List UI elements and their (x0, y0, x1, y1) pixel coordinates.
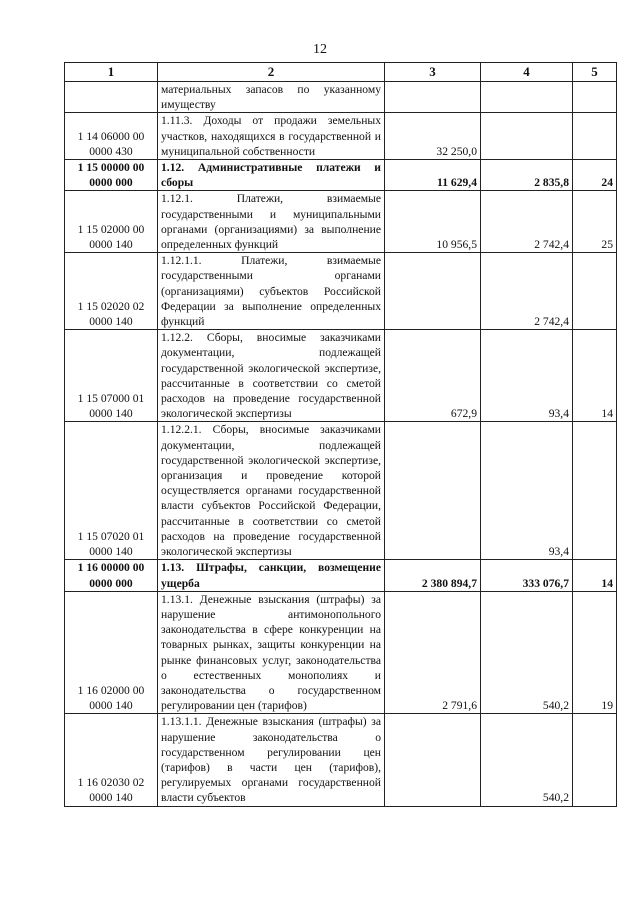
value-col-4-cell: 2 742,4 (481, 191, 573, 253)
budget-code-cell: 1 15 07020 01 0000 140 (65, 422, 158, 560)
percent-cell: 14 (573, 560, 617, 591)
item-name-cell: 1.12.1. Платежи, взимаемые государственными и муниципальными органами (организациями) за выполнение определенных функций (158, 191, 385, 253)
item-name-cell: 1.13.1. Денежные взыскания (штрафы) за нарушение антимонопольного законодательства в сфере конкуренции на товарных рынках, защиты конкуренции на рынке финансовых услуг, законодательства о естественных монополиях и законодательства о государственном регулировании цен (тарифов) (158, 591, 385, 714)
budget-code-cell: 1 15 07000 01 0000 140 (65, 330, 158, 422)
budget-code-cell: 1 14 06000 00 0000 430 (65, 113, 158, 160)
item-name-cell: 1.11.3. Доходы от продажи земельных участков, находящихся в государственной и муниципальной собственности (158, 113, 385, 160)
percent-cell (573, 113, 617, 160)
table-row (65, 560, 617, 591)
table-row (65, 160, 617, 191)
value-col-4-cell: 2 742,4 (481, 253, 573, 330)
value-col-4-cell: 333 076,7 (481, 560, 573, 591)
budget-code-cell: 1 16 02000 00 0000 140 (65, 591, 158, 714)
header-col-4: 4 (481, 63, 573, 82)
item-name-cell: 1.12.2.1. Сборы, вносимые заказчиками документации, подлежащей государственной экологической экспертизе, организация и проведение которой осуществляется органами государственной власти субъектов Российской Федерации, рассчитанные в соответствии со сметой расходов на проведение государственной экологической экспертизы (158, 422, 385, 560)
value-col-3-cell: 2 380 894,7 (385, 560, 481, 591)
header-col-2: 2 (158, 63, 385, 82)
percent-cell (573, 422, 617, 560)
item-name-cell: 1.13. Штрафы, санкции, возмещение ущерба (158, 560, 385, 591)
revenue-table (64, 62, 617, 807)
table-row (65, 422, 617, 560)
value-col-3-cell (385, 253, 481, 330)
value-col-3-cell (385, 714, 481, 806)
header-col-1: 1 (65, 63, 158, 82)
budget-code-cell: 1 15 02000 00 0000 140 (65, 191, 158, 253)
percent-cell (573, 82, 617, 113)
percent-cell: 19 (573, 591, 617, 714)
value-col-4-cell: 540,2 (481, 591, 573, 714)
header-row (65, 63, 617, 82)
budget-code-cell: 1 16 00000 00 0000 000 (65, 560, 158, 591)
table-row (65, 113, 617, 160)
table-row (65, 253, 617, 330)
table-row (65, 591, 617, 714)
value-col-3-cell (385, 422, 481, 560)
value-col-4-cell (481, 82, 573, 113)
item-name-cell: 1.12.2. Сборы, вносимые заказчиками документации, подлежащей государственной экологической экспертизе, рассчитанные в соответствии со сметой расходов на проведение государственной экологической экспертизы (158, 330, 385, 422)
percent-cell (573, 253, 617, 330)
value-col-4-cell: 540,2 (481, 714, 573, 806)
item-name-cell: материальных запасов по указанному имуществу (158, 82, 385, 113)
value-col-3-cell (385, 82, 481, 113)
table-row (65, 191, 617, 253)
value-col-4-cell (481, 113, 573, 160)
value-col-3-cell: 32 250,0 (385, 113, 481, 160)
item-name-cell: 1.13.1.1. Денежные взыскания (штрафы) за нарушение законодательства о государственном регулировании цен (тарифов) в части цен (тарифов), регулируемых органами государственной власти субъектов (158, 714, 385, 806)
percent-cell: 14 (573, 330, 617, 422)
table-row (65, 330, 617, 422)
percent-cell (573, 714, 617, 806)
budget-code-cell (65, 82, 158, 113)
value-col-4-cell: 2 835,8 (481, 160, 573, 191)
value-col-4-cell: 93,4 (481, 422, 573, 560)
value-col-3-cell: 672,9 (385, 330, 481, 422)
item-name-cell: 1.12. Административные платежи и сборы (158, 160, 385, 191)
percent-cell: 24 (573, 160, 617, 191)
budget-code-cell: 1 16 02030 02 0000 140 (65, 714, 158, 806)
item-name-cell: 1.12.1.1. Платежи, взимаемые государственными органами (организациями) субъектов Российской Федерации за выполнение определенных функций (158, 253, 385, 330)
page-number: 12 (313, 42, 327, 57)
value-col-3-cell: 11 629,4 (385, 160, 481, 191)
header-col-3: 3 (385, 63, 481, 82)
percent-cell: 25 (573, 191, 617, 253)
value-col-3-cell: 2 791,6 (385, 591, 481, 714)
table-row (65, 82, 617, 113)
table-row (65, 714, 617, 806)
budget-code-cell: 1 15 00000 00 0000 000 (65, 160, 158, 191)
header-col-5: 5 (573, 63, 617, 82)
value-col-3-cell: 10 956,5 (385, 191, 481, 253)
budget-code-cell: 1 15 02020 02 0000 140 (65, 253, 158, 330)
value-col-4-cell: 93,4 (481, 330, 573, 422)
